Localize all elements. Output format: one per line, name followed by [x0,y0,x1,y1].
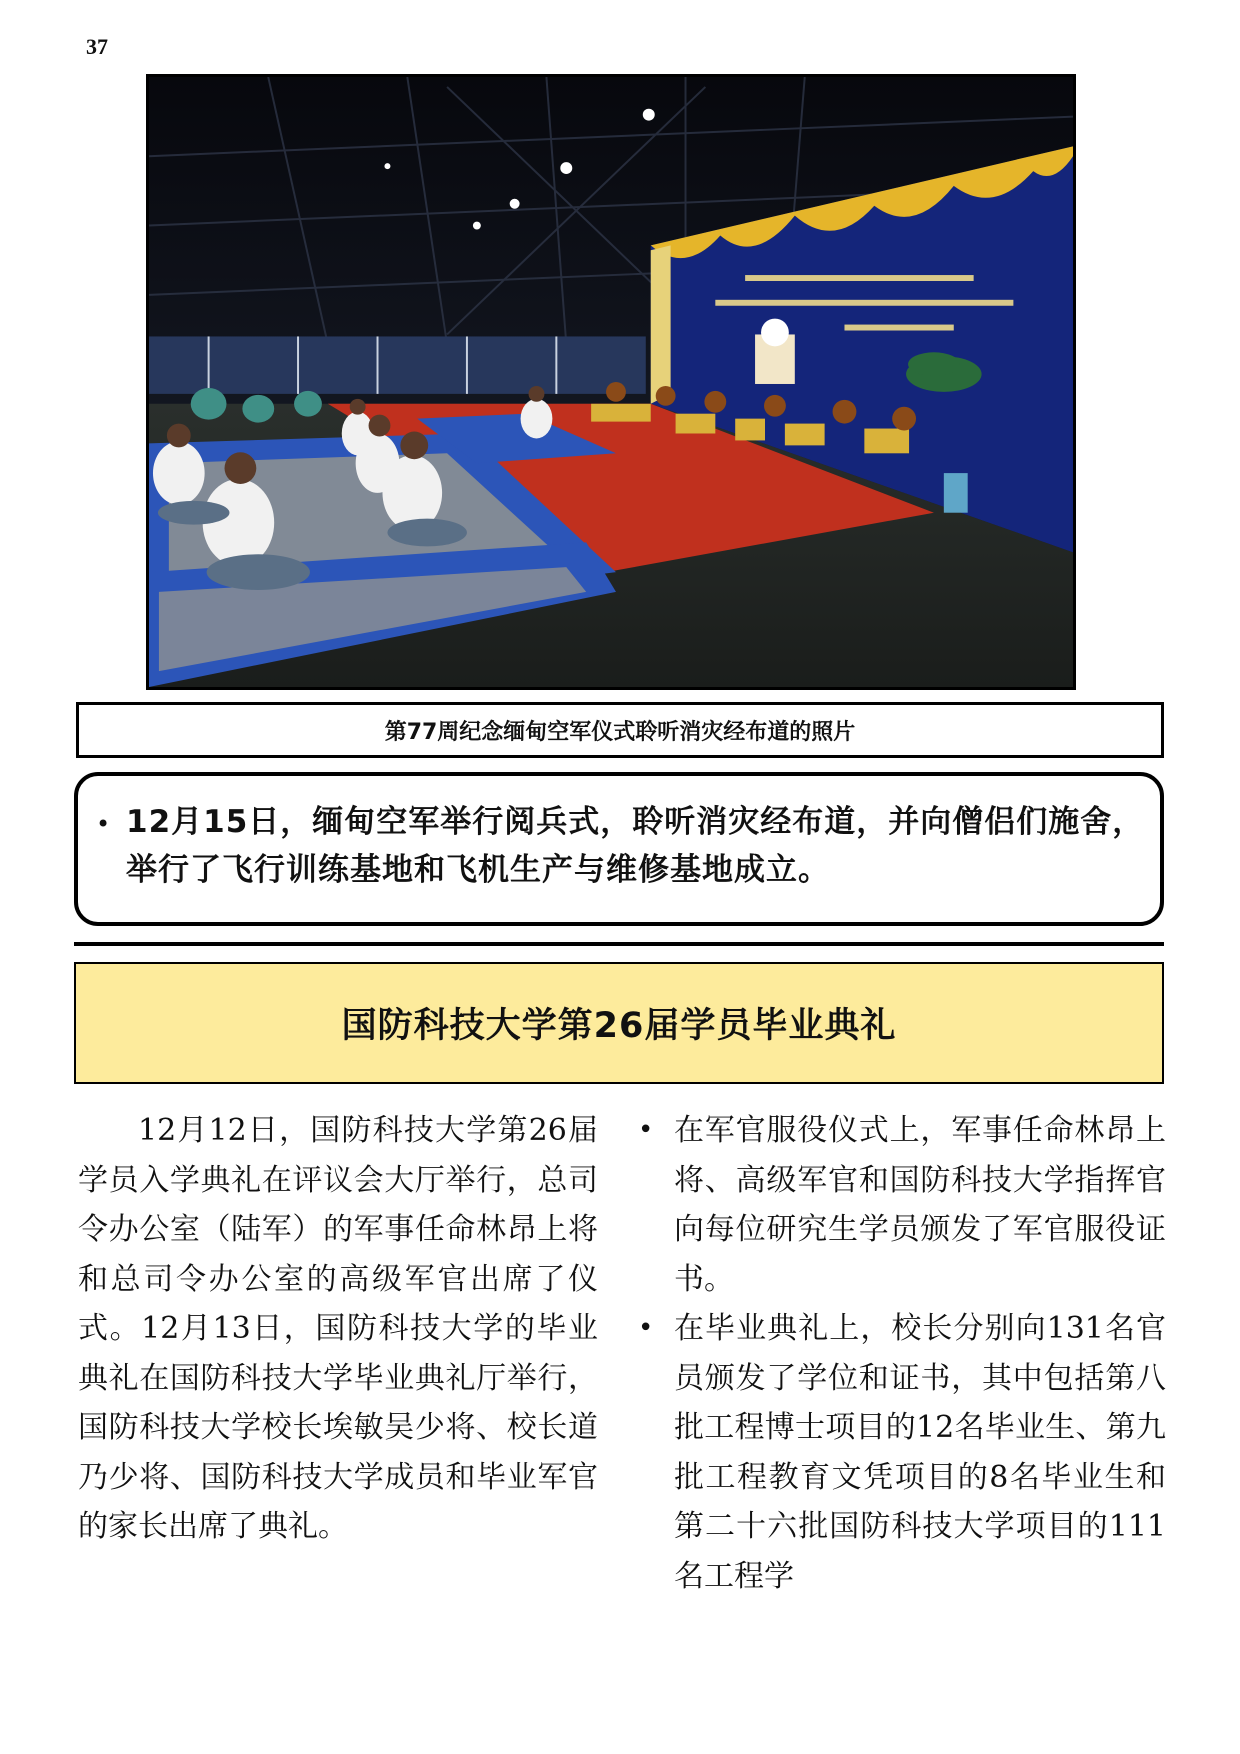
section-title-banner [74,962,1164,1084]
ceremony-photo [146,74,1076,690]
bullet-icon: • [96,810,111,838]
right-column-bullets [636,1106,1166,1601]
page-number: 37 [86,34,108,59]
highlight-callout [74,772,1164,926]
section-divider [74,942,1164,946]
list-item: • 在军官服役仪式上，军事任命林昂上将、高级军官和国防科技大学指挥官向每位研究生学员颁发了军官服役证书。 [636,1106,1166,1304]
section-title: 国防科技大学第26届学员毕业典礼 [341,1006,897,1046]
photo-caption: 第77周纪念缅甸空军仪式聆听消灾经布道的照片 [76,702,1164,758]
left-column-paragraph: 12月12日，国防科技大学第26届学员入学典礼在评议会大厅举行，总司令办公室（陆军）的军事任命林昂上将和总司令办公室的高级军官出席了仪式。12月13日，国防科技大学的毕业典礼在国防科技大学毕业典礼厅举行，国防科技大学校长埃敏吴少将、校长道乃少将、国防科技大学成员和毕业军官的家长出席了典礼。 [78,1113,598,1544]
highlight-text: 12月15日，缅甸空军举行阅兵式，聆听消灾经布道，并向僧侣们施舍，举行了飞行训练基地和飞机生产与维修基地成立。 [126,804,1145,888]
list-item: • 在毕业典礼上，校长分别向131名官员颁发了学位和证书，其中包括第八批工程博士项目的12名毕业生、第九批工程教育文凭项目的8名毕业生和第二十六批国防科技大学项目的111名工程学 [636,1304,1166,1601]
ceremony-photo-illustration [149,77,1073,687]
